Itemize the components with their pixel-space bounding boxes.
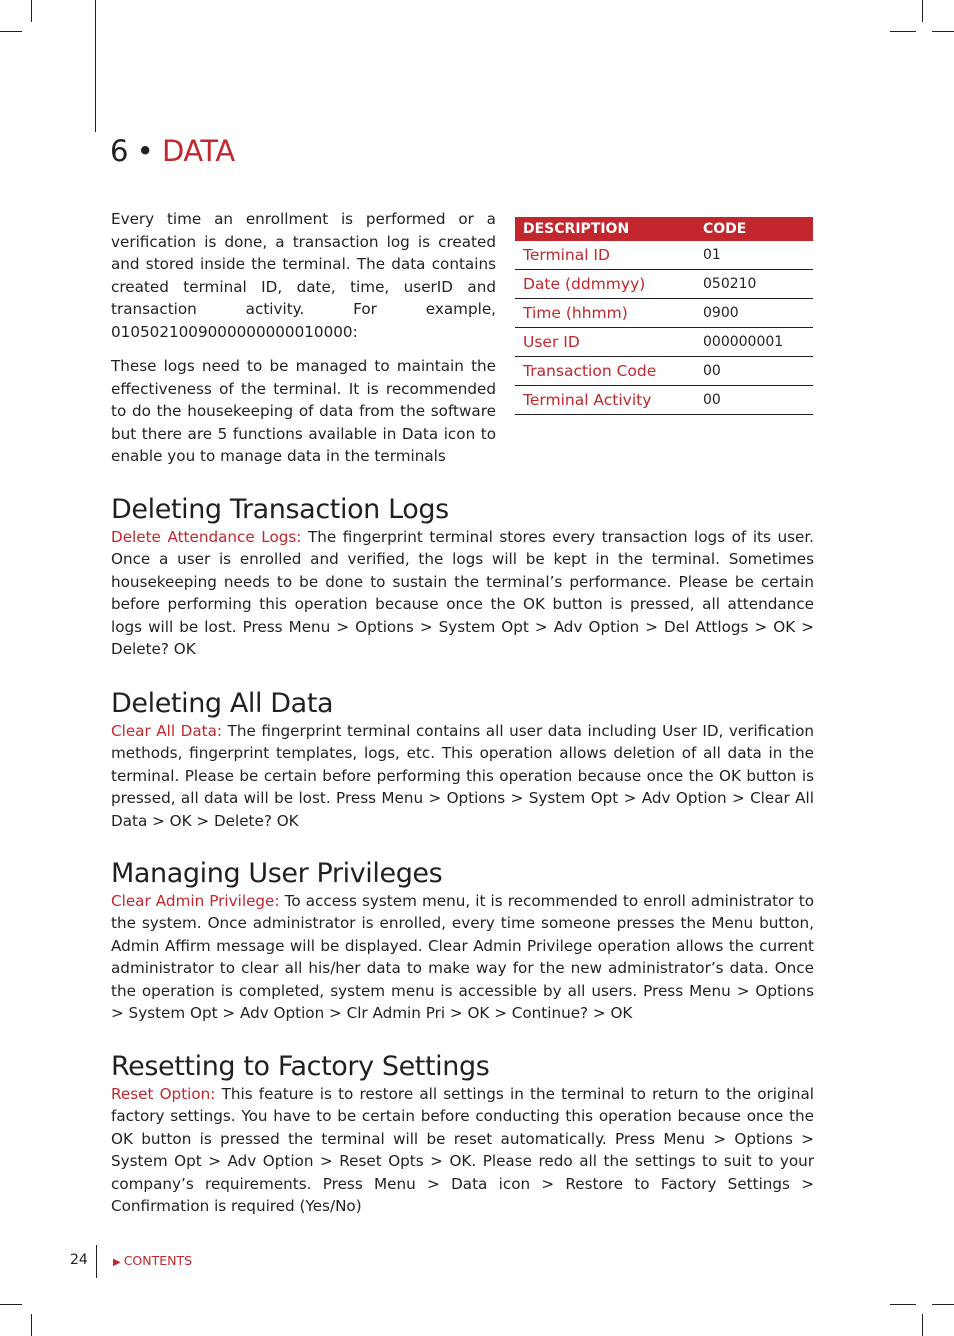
chapter-title	[110, 133, 235, 169]
description-cell: Terminal ID	[515, 241, 695, 270]
crop-mark	[890, 1304, 916, 1305]
section-lead: Delete Attendance Logs:	[111, 528, 302, 546]
chapter-name: DATA	[162, 134, 235, 168]
section-lead: Clear All Data:	[111, 722, 223, 740]
section-deleting-transaction-logs	[111, 494, 814, 660]
crop-mark	[31, 0, 32, 22]
table-row	[515, 328, 813, 357]
crop-mark	[890, 31, 916, 32]
section-text: The fingerprint terminal contains all user data including User ID, verification methods, fingerprint templates, logs, etc. This operation allows deletion of all data in the terminal. Please be certain before performing this operation because once the OK button is pressed, all data will be lost. Press Menu > Options > System Opt > Adv Option > Clear All Data > OK > Delete? OK	[111, 722, 814, 830]
table-row	[515, 386, 813, 415]
intro-paragraph: These logs need to be managed to maintain the effectiveness of the terminal. It is recommended to do the housekeeping of data from the software but there are 5 functions available in Data icon to enable you to manage data in the terminals	[111, 357, 496, 465]
column-header-description: DESCRIPTION	[515, 217, 695, 241]
intro-text	[111, 208, 496, 480]
section-heading: Deleting Transaction Logs	[111, 494, 449, 525]
table-row	[515, 270, 813, 299]
section-body	[111, 890, 814, 1024]
code-cell: 00	[695, 357, 813, 386]
intro-paragraph: Every time an enrollment is performed or a verification is done, a transaction log is created and stored inside the terminal. The data contains created terminal ID, date, time, userID and transaction activity. For example, 0105021009000000000010000:	[111, 210, 496, 341]
section-lead: Clear Admin Privilege:	[111, 892, 280, 910]
crop-mark	[922, 0, 923, 22]
page-number: 24	[70, 1252, 88, 1268]
crop-mark	[0, 1304, 22, 1305]
footer-rule	[96, 1245, 97, 1278]
contents-link[interactable]	[113, 1253, 192, 1268]
code-cell: 00	[695, 386, 813, 415]
section-body	[111, 1083, 814, 1217]
section-lead: Reset Option:	[111, 1085, 216, 1103]
crop-mark	[31, 1314, 32, 1336]
crop-mark	[932, 1304, 954, 1305]
description-cell: Terminal Activity	[515, 386, 695, 415]
contents-label: CONTENTS	[123, 1253, 193, 1268]
section-heading: Deleting All Data	[111, 688, 334, 719]
code-cell: 0900	[695, 299, 813, 328]
section-body	[111, 720, 814, 832]
description-cell: Date (ddmmyy)	[515, 270, 695, 299]
crop-mark	[932, 31, 954, 32]
chapter-rule	[95, 0, 96, 132]
section-resetting-factory-settings	[111, 1051, 814, 1217]
crop-mark	[922, 1314, 923, 1336]
table-row	[515, 299, 813, 328]
chapter-bullet: •	[136, 134, 154, 168]
code-cell: 01	[695, 241, 813, 270]
section-text: The fingerprint terminal stores every transaction logs of its user. Once a user is enrolled and verified, the logs will be kept in the terminal. Sometimes housekeeping needs to be done to sustain the terminal’s performance. Please be certain before performing this operation because once the OK button is pressed, all attendance logs will be lost. Press Menu > Options > System Opt > Adv Option > Del Attlogs > OK > Delete? OK	[111, 528, 815, 659]
section-heading: Resetting to Factory Settings	[111, 1051, 490, 1082]
section-body	[111, 526, 814, 660]
description-cell: User ID	[515, 328, 695, 357]
table-row	[515, 241, 813, 270]
chapter-number: 6	[110, 134, 128, 168]
table-header-row	[515, 217, 813, 241]
crop-mark	[0, 31, 22, 32]
code-cell: 050210	[695, 270, 813, 299]
transaction-code-table	[515, 217, 813, 415]
table-row	[515, 357, 813, 386]
section-text: This feature is to restore all settings in the terminal to return to the original factory settings. You have to be certain before conducting this operation because once the OK button is pressed the terminal will be reset automatically. Press Menu > Options > System Opt > Adv Option > Reset Opts > OK. Please redo all the settings to suit to your company’s requirements. Press Menu > Data icon > Restore to Factory Settings > Confirmation is required (Yes/No)	[111, 1085, 814, 1216]
section-text: To access system menu, it is recommended to enroll administrator to the system. Once administrator is enrolled, every time someone presses the Menu button, Admin Affirm message will be displayed. Clear Admin Privilege operation allows the current administrator to clear all his/her data to make way for the new administrator’s data. Once the operation is completed, system menu is accessible by all users. Press Menu > Options > System Opt > Adv Option > Clr Admin Pri > OK > Continue? > OK	[111, 892, 814, 1023]
code-cell: 000000001	[695, 328, 813, 357]
description-cell: Time (hhmm)	[515, 299, 695, 328]
description-cell: Transaction Code	[515, 357, 695, 386]
section-managing-user-privileges	[111, 858, 814, 1024]
section-heading: Managing User Privileges	[111, 858, 443, 889]
caret-right-icon: ▶	[113, 1257, 121, 1268]
column-header-code: CODE	[695, 217, 813, 241]
section-deleting-all-data	[111, 688, 814, 832]
